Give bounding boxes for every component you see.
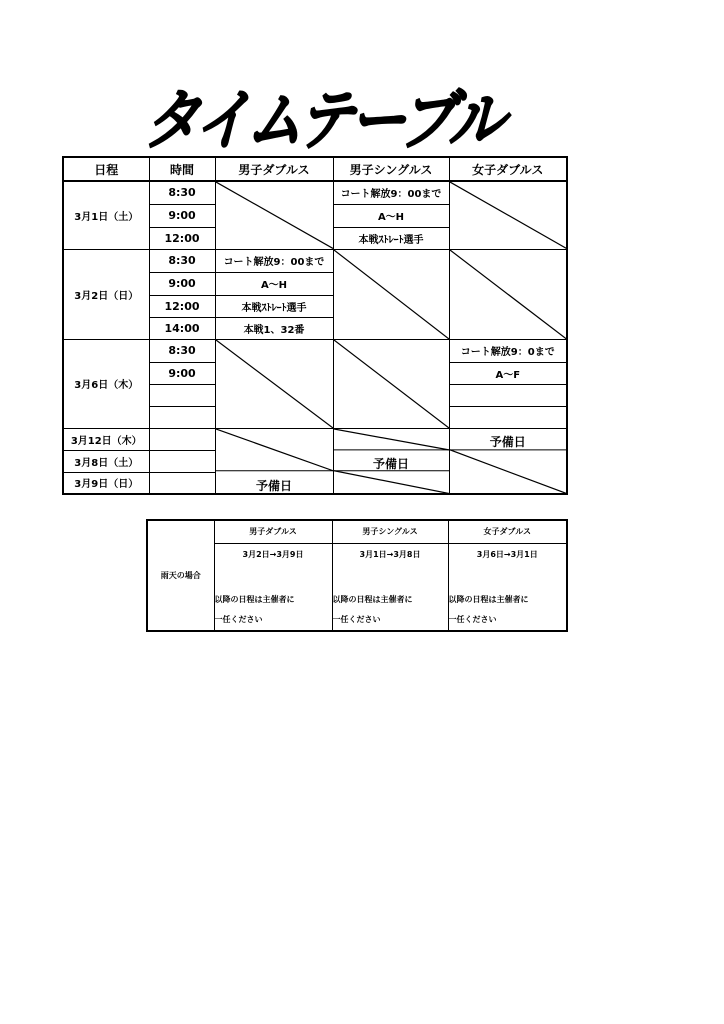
schedule-cell bbox=[449, 384, 567, 406]
reserve-label: 予備日 bbox=[255, 478, 292, 493]
time-cell: 8:30 bbox=[149, 181, 215, 204]
rain-header: 男子ダブルス bbox=[214, 520, 332, 543]
schedule-cell: 本戦ｽﾄﾚｰﾄ選手 bbox=[215, 295, 333, 317]
empty-slot bbox=[333, 249, 449, 339]
reserve-mens-doubles bbox=[215, 428, 333, 494]
date-cell: 3月8日（土） bbox=[63, 450, 149, 472]
timetable bbox=[62, 156, 568, 495]
time-cell bbox=[149, 472, 215, 494]
empty-slot bbox=[215, 181, 333, 249]
time-cell: 8:30 bbox=[149, 339, 215, 362]
table-row bbox=[63, 249, 567, 272]
date-cell: 3月6日（木） bbox=[63, 339, 149, 428]
table-row bbox=[63, 428, 567, 450]
schedule-cell: コート解放9：00まで bbox=[333, 181, 449, 204]
schedule-cell: 本戦1、32番 bbox=[215, 317, 333, 339]
date-cell: 3月1日（土） bbox=[63, 181, 149, 249]
reserve-label: 予備日 bbox=[372, 456, 409, 471]
table-row bbox=[147, 520, 567, 543]
rain-header: 男子シングルス bbox=[332, 520, 448, 543]
header-mens-singles: 男子シングルス bbox=[333, 157, 449, 181]
table-row bbox=[63, 339, 567, 362]
page-title: タイムテーブル bbox=[138, 82, 515, 160]
header-womens-doubles: 女子ダブルス bbox=[449, 157, 567, 181]
rain-note: 一任ください bbox=[448, 609, 567, 631]
rain-note: 以降の日程は主催者に bbox=[332, 565, 448, 609]
date-cell: 3月12日（木） bbox=[63, 428, 149, 450]
rain-note: 一任ください bbox=[214, 609, 332, 631]
schedule-cell: コート解放9：00まで bbox=[215, 249, 333, 272]
empty-slot bbox=[215, 339, 333, 428]
schedule-cell: A～H bbox=[215, 272, 333, 295]
header-date: 日程 bbox=[63, 157, 149, 181]
header-time: 時間 bbox=[149, 157, 215, 181]
time-cell bbox=[149, 384, 215, 406]
header-row bbox=[63, 157, 567, 181]
header-mens-doubles: 男子ダブルス bbox=[215, 157, 333, 181]
time-cell: 9:00 bbox=[149, 362, 215, 384]
schedule-cell: 本戦ｽﾄﾚｰﾄ選手 bbox=[333, 227, 449, 249]
rain-note: 以降の日程は主催者に bbox=[214, 565, 332, 609]
rain-change: 3月2日→3月9日 bbox=[214, 543, 332, 565]
time-cell bbox=[149, 406, 215, 428]
schedule-cell: A～H bbox=[333, 204, 449, 227]
rain-change: 3月1日→3月8日 bbox=[332, 543, 448, 565]
time-cell: 9:00 bbox=[149, 204, 215, 227]
empty-slot bbox=[449, 181, 567, 249]
date-cell: 3月2日（日） bbox=[63, 249, 149, 339]
time-cell bbox=[149, 428, 215, 450]
time-cell bbox=[149, 450, 215, 472]
time-cell: 12:00 bbox=[149, 227, 215, 249]
schedule-cell: コート解放9：0まで bbox=[449, 339, 567, 362]
rain-note: 以降の日程は主催者に bbox=[448, 565, 567, 609]
schedule-cell: A～F bbox=[449, 362, 567, 384]
rain-label: 雨天の場合 bbox=[147, 520, 214, 631]
rain-table bbox=[146, 519, 568, 632]
table-row bbox=[63, 181, 567, 204]
time-cell: 12:00 bbox=[149, 295, 215, 317]
empty-slot bbox=[449, 249, 567, 339]
reserve-womens-doubles bbox=[449, 428, 567, 494]
reserve-mens-singles bbox=[333, 428, 449, 494]
rain-change: 3月6日→3月1日 bbox=[448, 543, 567, 565]
rain-note: 一任ください bbox=[332, 609, 448, 631]
time-cell: 8:30 bbox=[149, 249, 215, 272]
rain-header: 女子ダブルス bbox=[448, 520, 567, 543]
reserve-label: 予備日 bbox=[489, 434, 526, 449]
schedule-cell bbox=[449, 406, 567, 428]
date-cell: 3月9日（日） bbox=[63, 472, 149, 494]
time-cell: 14:00 bbox=[149, 317, 215, 339]
time-cell: 9:00 bbox=[149, 272, 215, 295]
empty-slot bbox=[333, 339, 449, 428]
